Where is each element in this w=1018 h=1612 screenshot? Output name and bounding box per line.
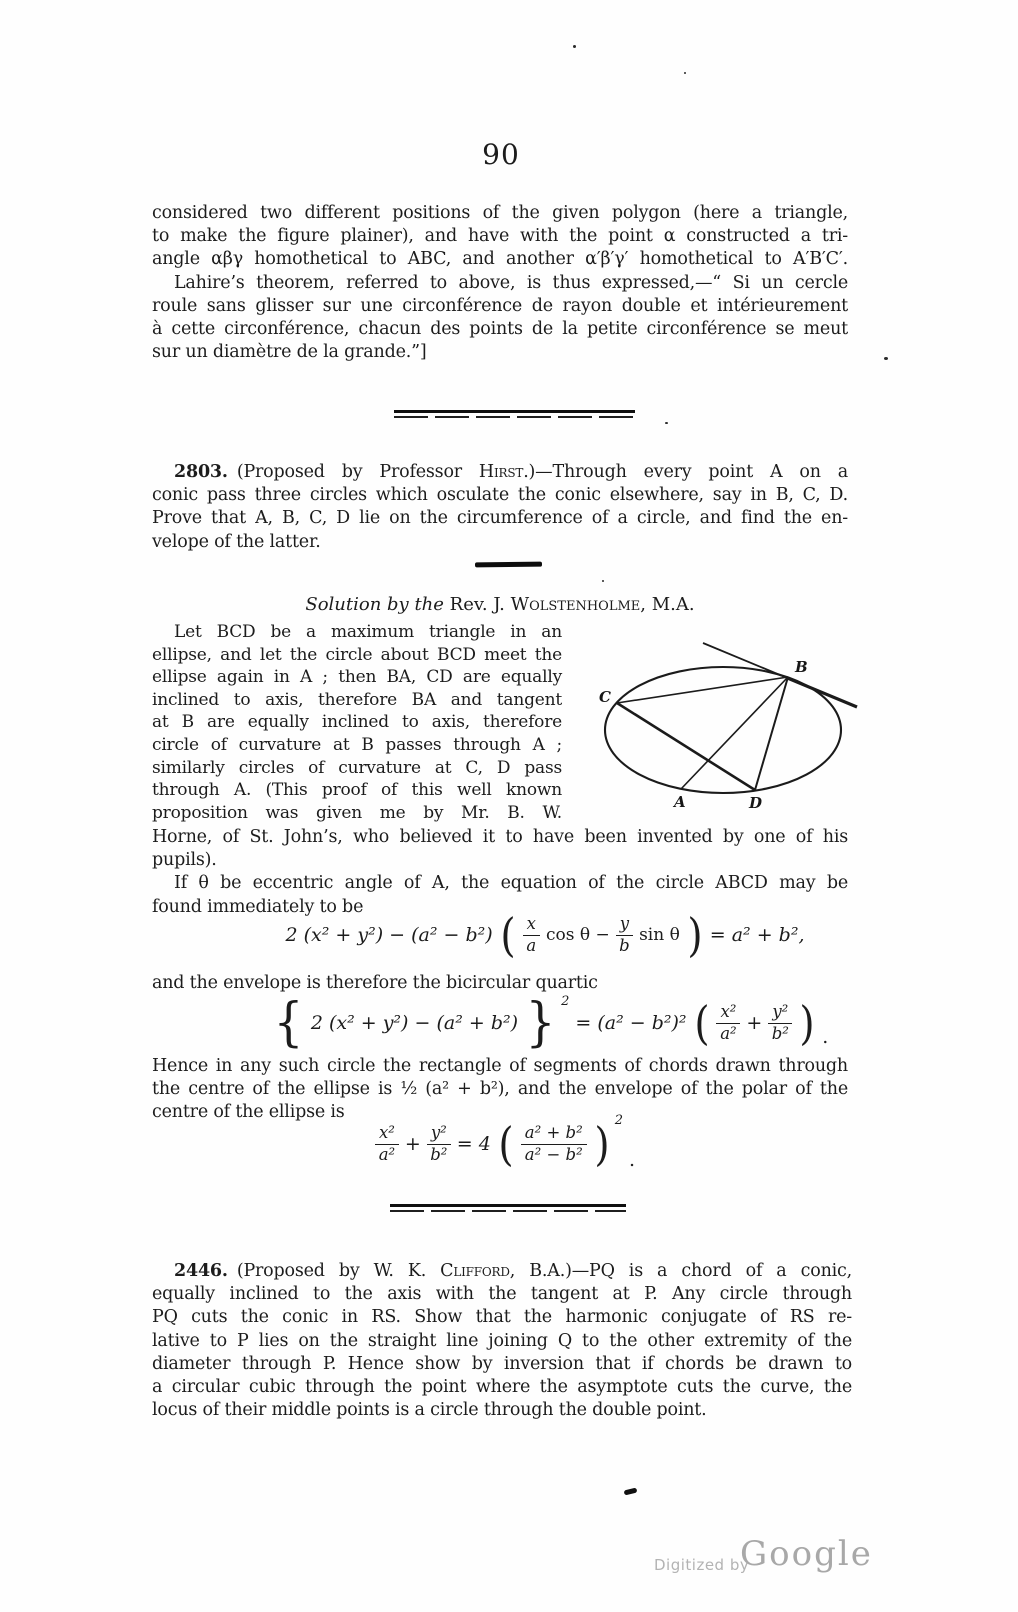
text-line: 2803. (Proposed by Professor Hirst.)—Through every point A on a [174, 462, 848, 482]
text-line: Let BCD be a maximum triangle in an [174, 622, 562, 642]
solution-heading: Solution by the Rev. J. Wolstenholme, M.A. [305, 594, 695, 615]
fraction-x2-a2: $\frac{\text{x²}}{\text{a²}}$ [375, 1124, 399, 1165]
fraction-y2-b2: $\frac{\text{y²}}{\text{b²}}$ [427, 1124, 451, 1165]
open-paren: ( [500, 908, 516, 962]
section-divider [394, 410, 635, 418]
equation-term: = (a² − b²)² [575, 1012, 687, 1034]
page-number: 90 [482, 138, 520, 171]
problem-2446-statement [152, 1260, 852, 1422]
text-line: the centre of the ellipse is ½ (a² + b²), and the envelope of the polar of the [152, 1078, 848, 1099]
text-line: inclined to axis, therefore BA and tangent [152, 689, 562, 710]
period: . [822, 1026, 829, 1048]
conic-figure [583, 616, 888, 821]
point-label-c: C [599, 688, 611, 706]
ink-speck [573, 45, 576, 48]
ink-speck [665, 422, 668, 424]
equation-circle-abcd [72, 906, 1018, 964]
ink-speck [602, 580, 604, 582]
short-divider [475, 562, 542, 567]
chord-cd [617, 703, 755, 790]
google-logo-text: Google [740, 1534, 873, 1574]
equation-term: 2 (x² + y²) − (a² + b²) [310, 1012, 519, 1034]
ink-speck [684, 72, 686, 74]
equation-rhs: = a² + b², [709, 924, 805, 946]
text-line: a circular cubic through the point where the asymptote cuts the curve, the [152, 1377, 852, 1398]
text-line: equally inclined to the axis with the tangent at P. Any circle through [152, 1284, 852, 1305]
exponent: 2 [561, 994, 570, 1009]
equation-envelope-polar [0, 1113, 1010, 1175]
text-line: similarly circles of curvature at C, D pass [152, 757, 562, 778]
exponent: 2 [614, 1113, 623, 1128]
text-line: PQ cuts the conic in RS. Show that the harmonic conjugate of RS re- [152, 1307, 852, 1328]
equation-term: 2 (x² + y²) − (a² − b²) [285, 924, 493, 946]
text-line: proposition was given me by Mr. B. W. [152, 802, 562, 823]
close-paren: ) [799, 996, 815, 1050]
text-line: angle αβγ homothetical to ABC, and another α′β′γ′ homothetical to A′B′C′. [152, 249, 848, 270]
tangent-line-upper [703, 643, 788, 678]
pen-mark [624, 1488, 638, 1496]
text-line: at B are equally inclined to axis, therefore [152, 712, 562, 733]
text-line: à cette circonférence, chacun des points de la petite circonférence se meut [152, 319, 848, 340]
plus-sign: + [404, 1133, 421, 1155]
equation-term: sin θ [639, 925, 680, 945]
fraction-y-b: $\frac{y}{b}$ [616, 915, 633, 956]
close-paren: ) [594, 1117, 610, 1171]
text-line: Lahire’s theorem, referred to above, is thus expressed,—“ Si un cercle [174, 272, 848, 293]
plus-sign: + [746, 1012, 763, 1034]
text-line: Horne, of St. John’s, who believed it to have been invented by one of his [152, 827, 848, 847]
open-paren: ( [693, 996, 710, 1050]
text-line: to make the figure plainer), and have with the point α constructed a tri- [152, 226, 848, 247]
intro-paragraph [152, 202, 848, 364]
section-divider [390, 1204, 626, 1212]
solution-continuation [152, 826, 848, 919]
text-line: pupils). [152, 850, 217, 871]
chord-cb [617, 677, 788, 703]
text-line: Hence in any such circle the rectangle of segments of chords drawn through [152, 1056, 848, 1076]
text-line: lative to P lies on the straight line joining Q to the other extremity of the [152, 1330, 852, 1351]
fraction-y2-b2: $\frac{\text{y²}}{\text{b²}}$ [768, 1003, 792, 1044]
text-line: 2446. (Proposed by W. K. Clifford, B.A.)—PQ is a chord of a conic, [174, 1261, 852, 1281]
text-line: ellipse, and let the circle about BCD meet the [152, 644, 562, 665]
ink-speck [884, 357, 888, 360]
close-brace: } [525, 993, 556, 1053]
point-label-b: B [795, 658, 808, 676]
equation-term: = 4 [456, 1133, 491, 1155]
envelope-sentence [152, 972, 848, 995]
point-label-d: D [749, 794, 763, 812]
text-line: ellipse again in A ; then BA, CD are equally [152, 667, 562, 688]
solution-left-column [152, 621, 562, 824]
digitized-by-text: Digitized by [654, 1556, 750, 1574]
text-line: sur un diamètre de la grande.”] [152, 342, 427, 363]
text-line: considered two different positions of the given polygon (here a triangle, [152, 203, 848, 223]
text-line: conic pass three circles which osculate the conic elsewhere, say in B, C, D. [152, 485, 848, 506]
tangent-line-lower [788, 678, 857, 707]
text-line: diameter through P. Hence show by inversion that if chords be drawn to [152, 1353, 852, 1374]
fraction-x2-a2: $\frac{\text{x²}}{\text{a²}}$ [716, 1003, 740, 1044]
open-brace: { [273, 993, 304, 1053]
equation-term: cos θ − [545, 925, 610, 945]
text-line: locus of their middle points is a circle through the double point. [152, 1400, 707, 1421]
problem-2803-statement [152, 461, 848, 554]
fraction-x-a: $\frac{x}{a}$ [523, 915, 540, 956]
text-line: Prove that A, B, C, D lie on the circumference of a circle, and find the en- [152, 508, 848, 529]
fraction-ab-sum-diff: $\frac{\text{a² + b²}}{\text{a² − b²}}$ [521, 1124, 587, 1165]
text-line: circle of curvature at B passes through A ; [152, 734, 562, 755]
text-line: and the envelope is therefore the bicircular quartic [152, 973, 598, 993]
period: . [628, 1149, 636, 1171]
text-line: centre of the ellipse is [152, 1101, 345, 1122]
text-line: If θ be eccentric angle of A, the equation of the circle ABCD may be [174, 873, 848, 894]
text-line: velope of the latter. [152, 531, 321, 552]
text-line: roule sans glisser sur une circonférence de rayon double et intérieurement [152, 295, 848, 316]
text-line: through A. (This proof of this well known [152, 780, 562, 801]
text-line: found immediately to be [152, 896, 364, 917]
open-paren: ( [498, 1117, 514, 1171]
equation-bicircular-quartic [82, 994, 1018, 1052]
point-label-a: A [674, 793, 686, 811]
close-paren: ) [687, 908, 703, 962]
